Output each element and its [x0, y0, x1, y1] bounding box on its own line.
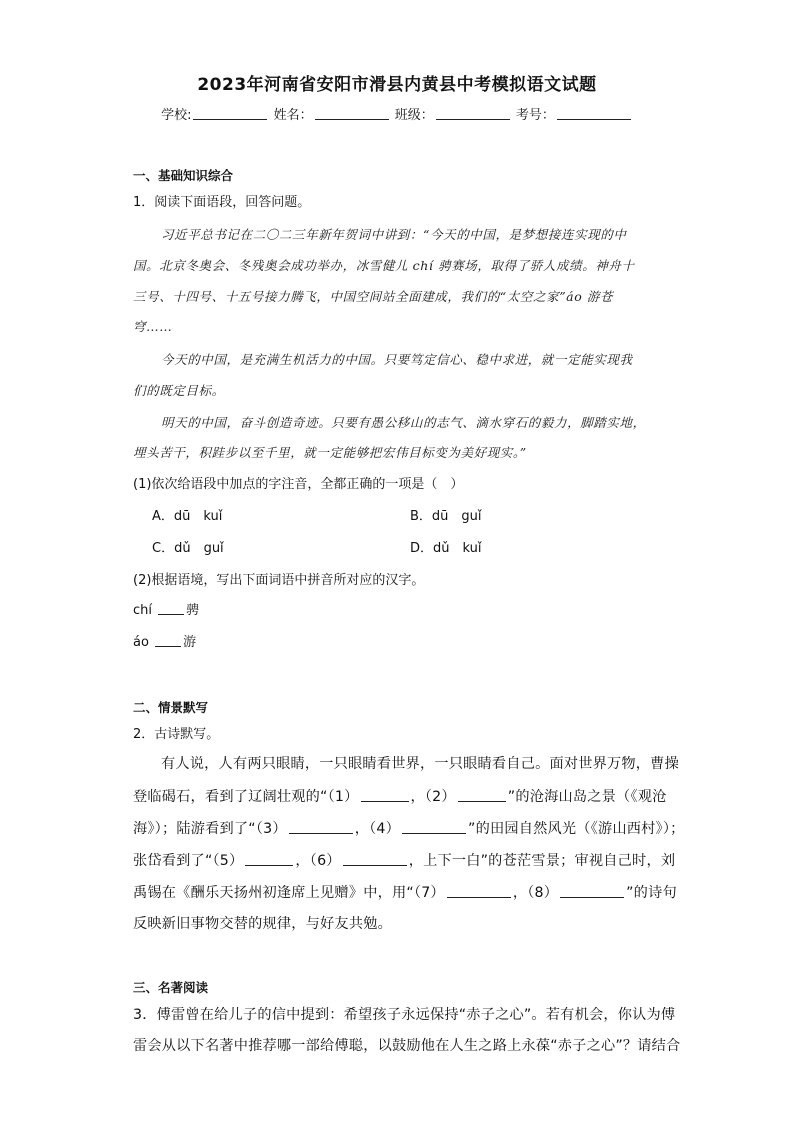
section-heading-1: 一、基础知识综合: [133, 168, 234, 183]
option-c[interactable]: C．dǔ guǐ: [152, 541, 224, 556]
passage-line: 国。北京冬奥会、冬残奥会成功举办，冰雪健儿 chí 骋赛场，取得了骄人成绩。神舟十: [133, 258, 635, 273]
poem-text: ”的田园自然风光（《游山西村》）；: [468, 821, 685, 837]
section-heading-3: 三、名著阅读: [133, 980, 209, 995]
school-label: 学校:: [161, 108, 192, 123]
poem-blank-5[interactable]: [245, 853, 293, 866]
poem-line: [133, 786, 667, 806]
poem-line: 反映新旧事物交替的规律，与好友共勉。: [133, 916, 392, 932]
passage-line: 习近平总书记在二〇二三年新年贺词中讲到：“今天的中国，是梦想接连实现的中: [161, 227, 627, 242]
option-b[interactable]: B．dū guǐ: [410, 509, 482, 524]
option-a[interactable]: A．dū kuǐ: [152, 509, 223, 524]
fill-item-1: [133, 599, 199, 618]
poem-text: ”的沧海山岛之景（《观沧: [507, 789, 667, 805]
passage-line: 三号、十四号、十五号接力腾飞，中国空间站全面建成，我们的“太空之家”áo 游苍: [133, 289, 614, 304]
poem-line: [133, 818, 685, 838]
poem-text: 海》）；陆游看到了“（3）: [133, 821, 287, 837]
id-blank[interactable]: [557, 106, 631, 120]
school-blank[interactable]: [193, 106, 267, 120]
fill-item-2: [133, 631, 196, 650]
name-label: 姓名：: [273, 108, 313, 123]
poem-text: ，（2）: [410, 789, 456, 805]
passage-line: 穹……: [133, 319, 173, 334]
question-3-line: 3．傅雷曾在给儿子的信中提到：希望孩子永远保持“赤子之心”。若有机会，你认为傅: [133, 1007, 676, 1023]
passage-line: 们的既定目标。: [133, 383, 225, 398]
fill2-blank[interactable]: [155, 634, 181, 647]
question-1-intro: 1．阅读下面语段，回答问题。: [133, 195, 311, 210]
poem-blank-8[interactable]: [560, 885, 624, 898]
sub-question-1: (1)依次给语段中加点的字注音，全都正确的一项是（ ）: [133, 477, 464, 492]
id-label: 考号：: [515, 108, 555, 123]
poem-text: 登临碣石，看到了辽阔壮观的“（1）: [133, 789, 359, 805]
fill2-char: 游: [183, 635, 197, 650]
name-blank[interactable]: [315, 106, 389, 120]
poem-blank-4[interactable]: [402, 821, 466, 834]
poem-text: 张岱看到了“（5）: [133, 853, 244, 869]
student-info-line: [0, 104, 794, 123]
poem-text: ，（8）: [512, 885, 559, 901]
fill1-pinyin: chí: [133, 603, 152, 618]
poem-text: ，上下一白”的苍茫雪景；审视自己时，刘: [408, 853, 676, 869]
poem-line: [133, 850, 675, 870]
poem-text: ，（6）: [295, 853, 341, 869]
poem-blank-7[interactable]: [447, 885, 511, 898]
class-blank[interactable]: [436, 106, 510, 120]
class-label: 班级：: [394, 108, 434, 123]
passage-line: 明天的中国，奋斗创造奇迹。只要有愚公移山的志气、滴水穿石的毅力，脚踏实地，: [161, 415, 646, 430]
question-3-line: 雷会从以下名著中推荐哪一部给傅聪，以鼓励他在人生之路上永葆“赤子之心”？请结合: [133, 1038, 681, 1054]
poem-text: ”的诗句: [626, 885, 677, 901]
poem-line: 有人说，人有两只眼睛，一只眼睛看世界，一只眼睛看自己。面对世界万物，曹操: [161, 756, 679, 772]
page-title: 2023年河南省安阳市滑县内黄县中考模拟语文试题: [197, 75, 597, 95]
passage-line: 今天的中国，是充满生机活力的中国。只要笃定信心、稳中求进，就一定能实现我: [161, 352, 633, 367]
poem-blank-6[interactable]: [343, 853, 407, 866]
option-d[interactable]: D．dǔ kuǐ: [410, 541, 482, 556]
poem-text: 禹锡在《酬乐天扬州初逢席上见赠》中，用“（7）: [133, 885, 445, 901]
passage-line: 埋头苦干，积跬步以至千里，就一定能够把宏伟目标变为美好现实。”: [133, 445, 527, 460]
section-heading-2: 二、情景默写: [133, 700, 209, 715]
poem-text: ，（4）: [354, 821, 401, 837]
poem-blank-2[interactable]: [458, 789, 506, 802]
fill2-pinyin: áo: [133, 635, 149, 650]
poem-blank-3[interactable]: [289, 821, 353, 834]
poem-blank-1[interactable]: [361, 789, 409, 802]
sub-question-2: (2)根据语境，写出下面词语中拼音所对应的汉字。: [133, 573, 425, 588]
poem-line: [133, 882, 677, 902]
fill1-blank[interactable]: [158, 602, 184, 615]
fill1-char: 骋: [186, 603, 200, 618]
question-2-intro: 2．古诗默写。: [133, 727, 220, 742]
